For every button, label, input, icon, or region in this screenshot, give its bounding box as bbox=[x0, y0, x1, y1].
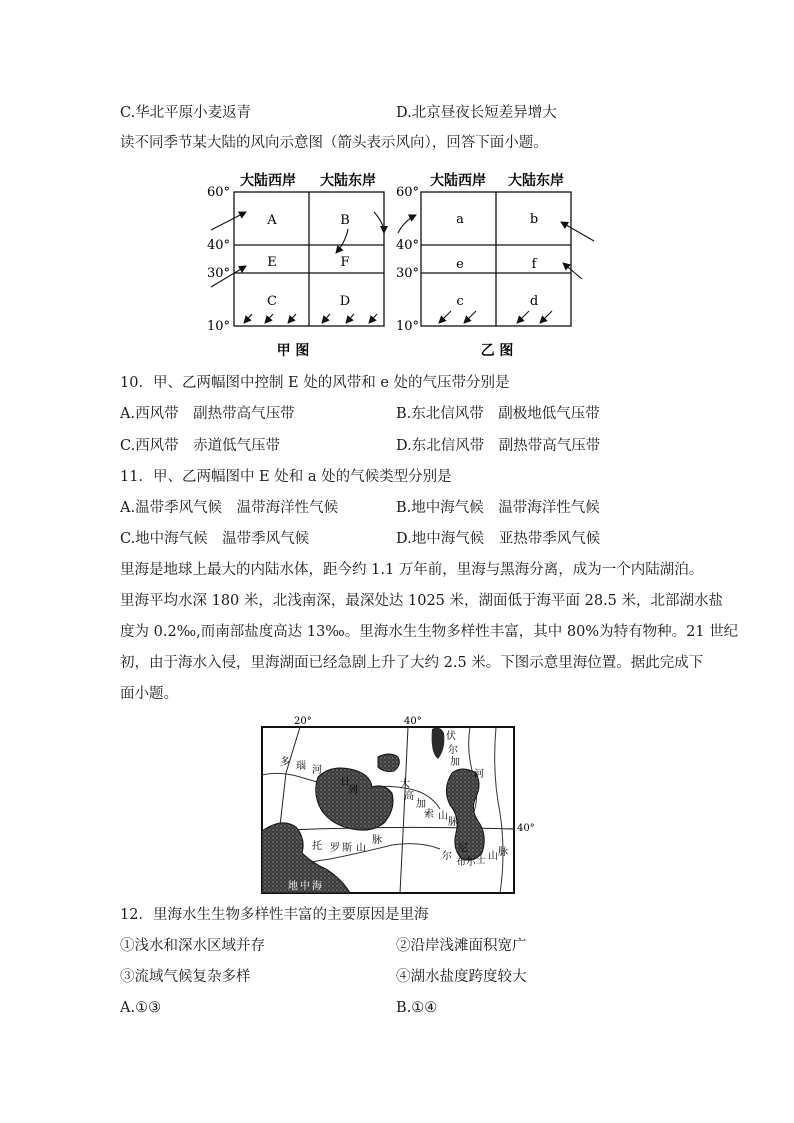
arrow-jia-trade-6 bbox=[369, 314, 377, 323]
map-label-shan2: 山 bbox=[488, 851, 498, 862]
map-label-bu: 布 bbox=[456, 857, 466, 868]
lat-30-jia: 30° bbox=[207, 266, 231, 281]
map-label-ri: 日 bbox=[340, 777, 350, 788]
map-label-jia2: 加 bbox=[450, 757, 460, 768]
q12-item-4: ④湖水盐度跨度较大 bbox=[396, 969, 527, 985]
q12-stem: 12．里海水生生物多样性丰富的主要原因是里海 bbox=[120, 907, 429, 923]
map-label-hai: 海 bbox=[312, 881, 322, 892]
cell-C: C bbox=[267, 294, 277, 309]
option-c-prev: C.华北平原小麦返青 bbox=[120, 105, 252, 121]
lat-10-jia: 10° bbox=[207, 319, 231, 334]
map-label-di: 地 bbox=[288, 881, 298, 892]
arrow-yi-trade-2 bbox=[464, 311, 476, 323]
arrow-jia-trade-2 bbox=[265, 314, 273, 323]
map-label-lie: 列 bbox=[348, 785, 358, 796]
caspian-para-line-4: 初，由于海水入侵，里海湖面已经急剧上升了大约 2.5 米。下图示意里海位置。据此完成下 bbox=[120, 655, 704, 671]
yi-grid bbox=[421, 192, 571, 326]
cell-B: B bbox=[340, 213, 350, 228]
q11-option-a: A.温带季风气候 温带海洋性气候 bbox=[120, 500, 339, 516]
lat-40-jia: 40° bbox=[207, 238, 231, 253]
map-label-duo: 多 bbox=[280, 757, 290, 768]
arrow-jia-westerly-A bbox=[211, 212, 246, 230]
map-label-he: 河 bbox=[312, 765, 322, 776]
q11-option-d: D.地中海气候 亚热带季风气候 bbox=[396, 531, 601, 547]
caspian-para-line-2: 里海平均水深 180 米，北浅南深，最深处达 1025 米，湖面低于海平面 28.5 米，北部湖水盐 bbox=[120, 593, 724, 609]
cell-d: d bbox=[529, 294, 539, 309]
map-label-shi: 士 bbox=[476, 855, 486, 866]
map-label-mai: 脉 bbox=[448, 817, 458, 828]
jia-west-header: 大陆西岸 bbox=[240, 173, 296, 189]
map-label-er: 尔 bbox=[448, 745, 458, 756]
jia-east-header: 大陆东岸 bbox=[320, 173, 376, 189]
caspian-map bbox=[0, 713, 794, 903]
arrow-yi-trade-3 bbox=[517, 311, 529, 323]
lat-60-yi: 60° bbox=[396, 185, 420, 200]
cell-e: e bbox=[456, 257, 464, 272]
q12-item-1: ①浅水和深水区域并存 bbox=[120, 938, 265, 954]
caspian-para-line-5: 面小题。 bbox=[120, 686, 178, 702]
q11-option-b: B.地中海气候 温带海洋性气候 bbox=[396, 500, 600, 516]
map-label-zhong: 中 bbox=[300, 881, 310, 892]
q10-option-c: C.西风带 赤道低气压带 bbox=[120, 438, 281, 454]
lon-40-label: 40° bbox=[404, 716, 422, 727]
cell-b: b bbox=[529, 212, 539, 227]
lon-20-label: 20° bbox=[294, 716, 312, 727]
lat-30-yi: 30° bbox=[396, 266, 420, 281]
arrow-yi-westerly-a bbox=[398, 215, 416, 233]
cell-c: c bbox=[456, 294, 464, 309]
cell-f: f bbox=[531, 257, 537, 272]
map-label-da: 大 bbox=[400, 779, 410, 790]
map-label-ni: 尼 bbox=[458, 843, 468, 854]
lat-10-yi: 10° bbox=[396, 319, 420, 334]
q12-option-b: B.①④ bbox=[396, 1000, 438, 1016]
map-label-mai2: 脉 bbox=[498, 847, 508, 858]
cell-E: E bbox=[267, 255, 277, 270]
yi-west-header: 大陆西岸 bbox=[430, 173, 486, 189]
caspian-para-line-3: 度为 0.2‰,而南部盐度高达 13‰。里海水生生物多样性丰富，其中 80%为特有物种。21 世纪 bbox=[120, 624, 739, 640]
map-label-fu: 伏 bbox=[446, 731, 456, 742]
map-label-suo: 索 bbox=[424, 809, 434, 820]
map-label-shan3: 山 bbox=[356, 843, 366, 854]
q10-option-a: A.西风带 副热带高气压带 bbox=[120, 406, 295, 422]
arrow-yi-trade-1 bbox=[439, 311, 451, 323]
q10-option-b: B.东北信风带 副极地低气压带 bbox=[396, 406, 600, 422]
cell-D: D bbox=[339, 294, 351, 309]
map-label-er2: 尔 bbox=[442, 851, 452, 862]
q12-item-2: ②沿岸浅滩面积宽广 bbox=[396, 938, 527, 954]
q12-option-a: A.①③ bbox=[120, 1000, 162, 1016]
cell-a: a bbox=[456, 212, 464, 227]
map-label-nao: 瑙 bbox=[296, 761, 306, 772]
q10-option-d: D.东北信风带 副热带高气压带 bbox=[396, 438, 601, 454]
map-label-jia: 加 bbox=[416, 799, 426, 810]
wind-diagram bbox=[0, 165, 794, 365]
lat-60-jia: 60° bbox=[207, 185, 231, 200]
map-label-gao: 高 bbox=[404, 791, 414, 802]
arrow-jia-trade-5 bbox=[346, 314, 354, 323]
jia-grid bbox=[234, 192, 384, 326]
map-label-mai3: 脉 bbox=[372, 835, 382, 846]
map-label-si: 斯 bbox=[342, 843, 352, 854]
arrow-yi-monsoon-f bbox=[563, 263, 582, 279]
intro-wind-diagram: 读不同季节某大陆的风向示意图（箭头表示风向），回答下面小题。 bbox=[120, 135, 548, 151]
caption-jia: 甲 图 bbox=[276, 343, 310, 359]
arrow-jia-trade-3 bbox=[288, 314, 296, 323]
cell-A: A bbox=[267, 213, 277, 228]
map-label-he2: 河 bbox=[474, 769, 484, 780]
arrow-jia-trade-1 bbox=[244, 314, 252, 323]
q11-stem: 11．甲、乙两幅图中 E 处和 a 处的气候类型分别是 bbox=[120, 469, 452, 485]
map-label-luo: 罗 bbox=[330, 843, 340, 854]
sea-of-azov bbox=[378, 754, 399, 772]
q10-stem: 10．甲、乙两幅图中控制 E 处的风带和 e 处的气压带分别是 bbox=[120, 375, 510, 391]
yi-east-header: 大陆东岸 bbox=[508, 173, 564, 189]
caption-yi: 乙 图 bbox=[480, 343, 514, 359]
lat-40-label: 40° bbox=[517, 823, 535, 834]
map-label-shan: 山 bbox=[438, 811, 448, 822]
arrow-yi-monsoon-b bbox=[561, 222, 594, 241]
q11-option-c: C.地中海气候 温带季风气候 bbox=[120, 531, 310, 547]
arrow-jia-B-to-F bbox=[336, 229, 348, 253]
option-d-prev: D.北京昼夜长短差异增大 bbox=[396, 105, 557, 121]
arrow-yi-trade-4 bbox=[540, 311, 552, 323]
q12-item-3: ③流域气候复杂多样 bbox=[120, 969, 251, 985]
map-label-tuo: 托 bbox=[312, 841, 322, 852]
arrow-jia-B-curve bbox=[374, 212, 384, 233]
lat-40-yi: 40° bbox=[396, 238, 420, 253]
cell-F: F bbox=[340, 255, 350, 270]
arrow-jia-trade-4 bbox=[322, 314, 330, 323]
caspian-para-line-1: 里海是地球上最大的内陆水体，距今约 1.1 万年前，里海与黑海分离，成为一个内陆湖泊。 bbox=[120, 562, 704, 578]
map-label-er3: 尔 bbox=[466, 857, 476, 868]
